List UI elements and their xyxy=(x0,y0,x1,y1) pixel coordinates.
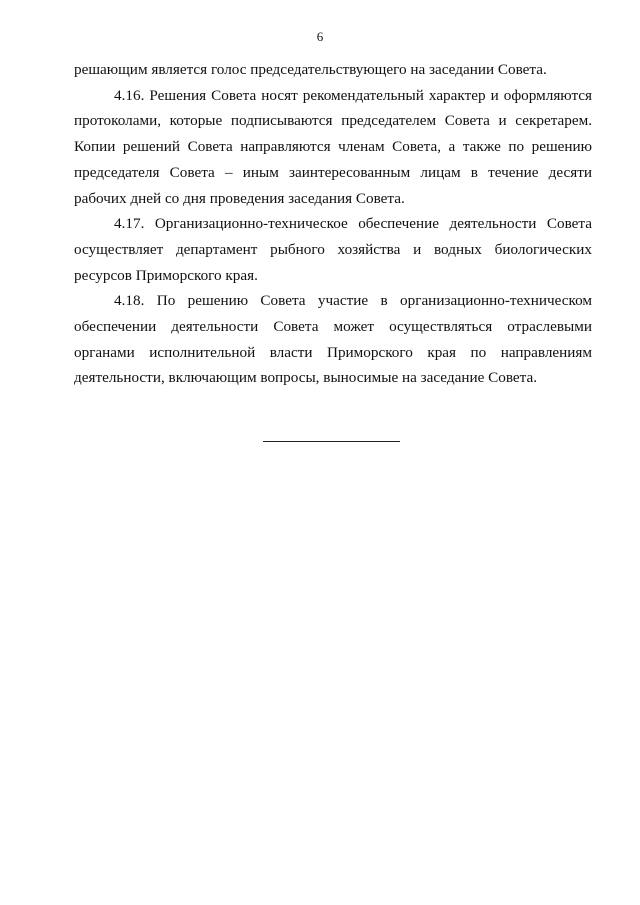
paragraph-4-18: 4.18. По решению Совета участие в организационно-техническом обеспечении деятельности Совета может осуществляться отраслевыми органами исполнительной власти Приморского края по направлениям деятельности, включающим вопросы, выносимые на заседание Совета. xyxy=(74,292,592,387)
paragraph-4-16: 4.16. Решения Совета носят рекомендательный характер и оформляются протоколами, которые подписываются председателем Совета и секретарем. Копии решений Совета направляются членам Совета, а также по решению председателя Совета – иным заинтересованным лицам в течение десяти рабочих дней со дня проведения заседания Совета. xyxy=(74,86,592,207)
paragraph-4-17: 4.17. Организационно-техническое обеспечение деятельности Совета осуществляет департамент рыбного хозяйства и водных биологических ресурсов Приморского края. xyxy=(74,215,592,284)
document-body xyxy=(74,57,592,391)
paragraph-continuation: решающим является голос председательствующего на заседании Совета. xyxy=(74,61,547,78)
end-of-document-rule xyxy=(263,441,400,442)
page-number: 6 xyxy=(316,29,324,44)
